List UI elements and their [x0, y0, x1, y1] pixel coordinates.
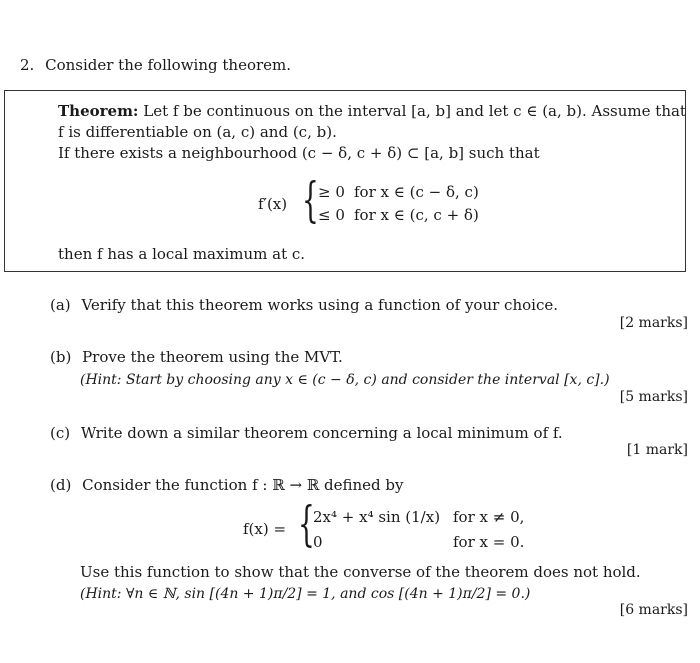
part-d-label: (d): [50, 476, 72, 494]
theorem-line-3: If there exists a neighbourhood (c − δ, c + δ) ⊂ [a, b] such that: [58, 144, 540, 162]
part-a-marks: [2 marks]: [619, 315, 688, 331]
part-b: [50, 348, 343, 366]
theorem-case-2-value: ≤ 0: [318, 206, 345, 224]
part-a-text: Verify that this theorem works using a function of your choice.: [81, 296, 558, 314]
theorem-conclusion: then f has a local maximum at c.: [58, 245, 306, 263]
left-brace-icon: {: [298, 496, 315, 552]
theorem-case-1-condition: for x ∈ (c − δ, c): [354, 183, 479, 201]
part-d: [50, 476, 403, 494]
theorem-heading: Theorem:: [58, 102, 139, 120]
part-d-instruction: Use this function to show that the converse of the theorem does not hold.: [80, 563, 641, 581]
part-d-case-1-condition: for x ≠ 0,: [453, 508, 525, 526]
part-d-hint: (Hint: ∀n ∈ ℕ, sin [(4n + 1)π/2] = 1, and cos [(4n + 1)π/2] = 0.): [80, 586, 531, 602]
part-d-piecewise-lhs: f(x) =: [243, 520, 287, 538]
theorem-text-1: Let f be continuous on the interval [a, b] and let c ∈ (a, b). Assume that: [143, 102, 686, 120]
theorem-piecewise-lhs: f′(x): [258, 195, 288, 213]
part-b-label: (b): [50, 348, 72, 366]
part-b-marks: [5 marks]: [619, 389, 688, 405]
part-b-text: Prove the theorem using the MVT.: [82, 348, 343, 366]
theorem-line-2: f is differentiable on (a, c) and (c, b).: [58, 123, 337, 141]
part-d-case-2-condition: for x = 0.: [453, 533, 525, 551]
part-a-label: (a): [50, 296, 71, 314]
part-a: [50, 296, 558, 314]
part-c-marks: [1 mark]: [626, 442, 688, 458]
theorem-case-1-value: ≥ 0: [318, 183, 345, 201]
theorem-case-2-condition: for x ∈ (c, c + δ): [354, 206, 479, 224]
part-c-label: (c): [50, 424, 71, 442]
part-d-marks: [6 marks]: [619, 602, 688, 618]
question-header: [20, 56, 291, 74]
part-d-case-1-value: 2x⁴ + x⁴ sin (1/x): [313, 508, 441, 526]
part-c-text: Write down a similar theorem concerning a local minimum of f.: [80, 424, 563, 442]
question-intro: Consider the following theorem.: [45, 56, 292, 74]
left-brace-icon: {: [302, 172, 319, 228]
theorem-line-1: [58, 102, 686, 120]
part-d-text: Consider the function f : ℝ → ℝ defined by: [82, 476, 404, 494]
part-b-hint: (Hint: Start by choosing any x ∈ (c − δ, c) and consider the interval [x, c].): [80, 372, 610, 388]
part-c: [50, 424, 563, 442]
question-number: 2.: [20, 56, 35, 74]
part-d-case-2-value: 0: [313, 533, 323, 551]
